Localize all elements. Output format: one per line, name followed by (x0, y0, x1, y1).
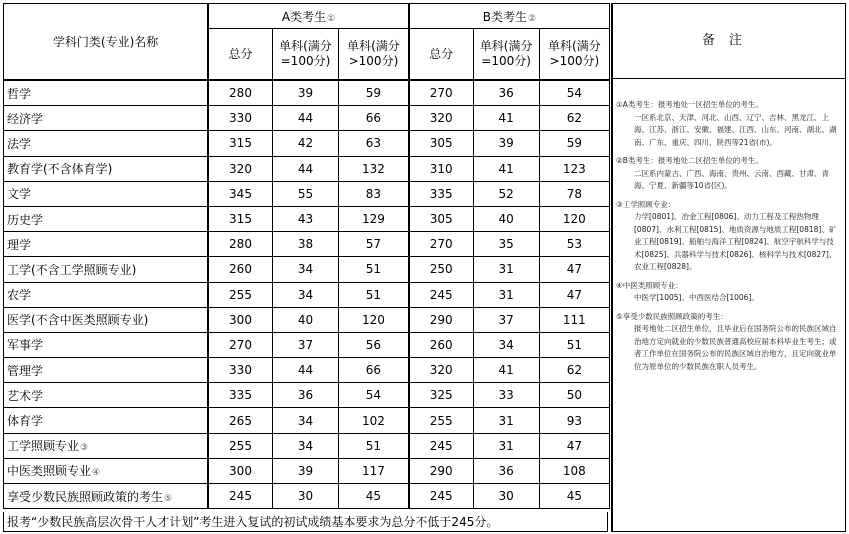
b-single100-cell: 41 (473, 358, 539, 383)
group-b-header: B类考生② (409, 4, 610, 29)
a-total-cell: 345 (208, 181, 272, 206)
a-single-over100-cell: 117 (339, 458, 409, 483)
b-total-cell: 290 (409, 458, 473, 483)
b-total-cell: 250 (409, 257, 473, 282)
table-row (4, 408, 610, 433)
a-single-over100-cell: 57 (339, 232, 409, 257)
a-total-cell: 315 (208, 206, 272, 231)
a-total-cell: 315 (208, 131, 272, 156)
a-single100-cell: 38 (272, 232, 338, 257)
remark-item: ⑤享受少数民族照顾政策的考生： 报考地处二区招生单位，且毕业后在国务院公布的民族区域自治地方定向就业的少数民族普通高校应届本科毕业生考生；或者工作单位在国务院公布的民族区域自治地方，且定向就业单位为原单位的少数民族在职人员考生。 (616, 311, 837, 371)
b-single-over100-cell: 123 (539, 156, 609, 181)
subject-name: 教育学(不含体育学) (4, 156, 209, 181)
remark-item: ②B类考生：报考地处二区招生单位的考生。 二区系内蒙古、广西、海南、贵州、云南、西藏、甘肃、青海、宁夏、新疆等10省(区)。 (616, 156, 829, 190)
b-single100-cell: 35 (473, 232, 539, 257)
a-single-over100-cell: 51 (339, 257, 409, 282)
subject-name: 体育学 (4, 408, 209, 433)
b-single-over100-cell: 59 (539, 131, 609, 156)
a-single-over100-cell: 129 (339, 206, 409, 231)
subject-name: 管理学 (4, 358, 209, 383)
a-single-over100-cell: 66 (339, 358, 409, 383)
group-a-header: A类考生① (208, 4, 409, 29)
table-row (4, 257, 610, 282)
b-single-over100-cell: 111 (539, 307, 609, 332)
a-total-cell: 255 (208, 433, 272, 458)
b-total-cell: 270 (409, 232, 473, 257)
b-single100-cell: 31 (473, 433, 539, 458)
footnote: 报考“少数民族高层次骨干人才计划”考生进入复试的初试成绩基本要求为总分不低于245分。 (3, 512, 608, 532)
a-total-cell: 280 (208, 232, 272, 257)
a-total-cell: 320 (208, 156, 272, 181)
remarks-header: 备注 (613, 4, 845, 79)
subject-name: 工学(不含工学照顾专业) (4, 257, 209, 282)
a-single-over100-header: 单科(满分>100分) (339, 29, 409, 81)
b-single100-cell: 37 (473, 307, 539, 332)
table-row (4, 80, 610, 106)
b-total-cell: 320 (409, 106, 473, 131)
table-row (4, 358, 610, 383)
b-single100-cell: 36 (473, 80, 539, 106)
a-single100-cell: 39 (272, 458, 338, 483)
table-row (4, 156, 610, 181)
a-total-cell: 335 (208, 383, 272, 408)
b-single-over100-cell: 47 (539, 282, 609, 307)
b-single-over100-cell: 47 (539, 257, 609, 282)
subject-name: 法学 (4, 131, 209, 156)
b-single-over100-cell: 53 (539, 232, 609, 257)
subject-name: 中医类照顾专业④ (4, 458, 209, 483)
b-total-cell: 260 (409, 332, 473, 357)
a-total-cell: 245 (208, 484, 272, 509)
a-single100-cell: 34 (272, 408, 338, 433)
a-single-over100-cell: 63 (339, 131, 409, 156)
b-single-over100-cell: 93 (539, 408, 609, 433)
a-single-over100-cell: 102 (339, 408, 409, 433)
subject-name: 艺术学 (4, 383, 209, 408)
subject-name: 农学 (4, 282, 209, 307)
table-row (4, 282, 610, 307)
a-single-over100-cell: 66 (339, 106, 409, 131)
b-single100-cell: 52 (473, 181, 539, 206)
b-single-over100-cell: 120 (539, 206, 609, 231)
table-row (4, 307, 610, 332)
a-single100-cell: 42 (272, 131, 338, 156)
b-single100-cell: 31 (473, 408, 539, 433)
b-total-cell: 305 (409, 206, 473, 231)
b-single-over100-cell: 47 (539, 433, 609, 458)
b-single100-cell: 31 (473, 282, 539, 307)
a-single-over100-cell: 54 (339, 383, 409, 408)
table-row (4, 458, 610, 483)
a-single100-cell: 37 (272, 332, 338, 357)
a-total-cell: 300 (208, 307, 272, 332)
a-total-cell: 270 (208, 332, 272, 357)
b-single-over100-cell: 108 (539, 458, 609, 483)
b-total-cell: 290 (409, 307, 473, 332)
b-single-over100-cell: 62 (539, 358, 609, 383)
a-total-cell: 330 (208, 358, 272, 383)
remarks-panel (611, 3, 846, 532)
remarks-body (613, 79, 845, 373)
a-single-over100-cell: 51 (339, 433, 409, 458)
a-single100-cell: 40 (272, 307, 338, 332)
a-single-over100-cell: 120 (339, 307, 409, 332)
a-single100-cell: 44 (272, 156, 338, 181)
b-total-cell: 270 (409, 80, 473, 106)
table-row (4, 106, 610, 131)
b-single-over100-cell: 54 (539, 80, 609, 106)
a-single100-cell: 43 (272, 206, 338, 231)
b-single100-cell: 40 (473, 206, 539, 231)
b-single100-cell: 41 (473, 106, 539, 131)
b-total-cell: 335 (409, 181, 473, 206)
b-total-header: 总分 (409, 29, 473, 81)
subject-name: 文学 (4, 181, 209, 206)
a-single100-cell: 44 (272, 358, 338, 383)
b-total-cell: 245 (409, 282, 473, 307)
table-row (4, 131, 610, 156)
b-total-cell: 305 (409, 131, 473, 156)
a-single-over100-cell: 51 (339, 282, 409, 307)
a-total-cell: 265 (208, 408, 272, 433)
table-row (4, 433, 610, 458)
b-single100-cell: 41 (473, 156, 539, 181)
remark-item: ③工学照顾专业： 力学[0801]、冶金工程[0806]、动力工程及工程热物理[0807]、水利工程[0815]、地质资源与地质工程[0818]、矿业工程[0819]、船舶与海洋工程[0824]、航空宇航科学与技术[0825]、兵器科学与技术[0826]、核科学与技术[0827]、农业工程[0828]。 (616, 199, 837, 271)
a-single100-cell: 30 (272, 484, 338, 509)
a-single-over100-cell: 56 (339, 332, 409, 357)
b-total-cell: 245 (409, 484, 473, 509)
a-single100-cell: 34 (272, 433, 338, 458)
table-row (4, 484, 610, 509)
a-total-cell: 260 (208, 257, 272, 282)
a-single100-cell: 34 (272, 282, 338, 307)
a-single100-cell: 44 (272, 106, 338, 131)
b-single-over100-cell: 78 (539, 181, 609, 206)
subject-name: 享受少数民族照顾政策的考生⑤ (4, 484, 209, 509)
remark-item: ①A类考生：报考地处一区招生单位的考生。 一区系北京、天津、河北、山西、辽宁、吉林、黑龙江、上海、江苏、浙江、安徽、福建、江西、山东、河南、湖北、湖南、广东、重庆、四川、陕西等21省(市)。 (616, 100, 837, 147)
table-row (4, 232, 610, 257)
a-single100-cell: 34 (272, 257, 338, 282)
a-single100-cell: 36 (272, 383, 338, 408)
table-row (4, 181, 610, 206)
b-single100-cell: 31 (473, 257, 539, 282)
subject-name: 哲学 (4, 80, 209, 106)
subject-header: 学科门类(专业)名称 (4, 4, 209, 81)
b-total-cell: 255 (409, 408, 473, 433)
a-single100-header: 单科(满分=100分) (272, 29, 338, 81)
a-total-header: 总分 (208, 29, 272, 81)
b-single100-cell: 30 (473, 484, 539, 509)
b-single-over100-cell: 50 (539, 383, 609, 408)
b-single-over100-cell: 45 (539, 484, 609, 509)
a-single100-cell: 39 (272, 80, 338, 106)
b-single100-cell: 39 (473, 131, 539, 156)
b-single-over100-header: 单科(满分>100分) (539, 29, 609, 81)
b-single100-cell: 34 (473, 332, 539, 357)
table-row (4, 206, 610, 231)
subject-name: 军事学 (4, 332, 209, 357)
b-single100-cell: 36 (473, 458, 539, 483)
a-total-cell: 300 (208, 458, 272, 483)
subject-name: 工学照顾专业③ (4, 433, 209, 458)
b-total-cell: 310 (409, 156, 473, 181)
a-single-over100-cell: 132 (339, 156, 409, 181)
a-total-cell: 330 (208, 106, 272, 131)
b-single100-header: 单科(满分=100分) (473, 29, 539, 81)
b-single-over100-cell: 51 (539, 332, 609, 357)
b-single-over100-cell: 62 (539, 106, 609, 131)
b-total-cell: 320 (409, 358, 473, 383)
a-total-cell: 280 (208, 80, 272, 106)
a-single100-cell: 55 (272, 181, 338, 206)
table-row (4, 332, 610, 357)
subject-name: 医学(不含中医类照顾专业) (4, 307, 209, 332)
b-single100-cell: 33 (473, 383, 539, 408)
a-single-over100-cell: 59 (339, 80, 409, 106)
remark-item: ④中医类照顾专业： 中医学[1005]、中西医结合[1006]。 (616, 280, 759, 302)
score-table (3, 3, 610, 509)
b-total-cell: 325 (409, 383, 473, 408)
a-single-over100-cell: 45 (339, 484, 409, 509)
subject-name: 经济学 (4, 106, 209, 131)
subject-name: 理学 (4, 232, 209, 257)
a-total-cell: 255 (208, 282, 272, 307)
b-total-cell: 245 (409, 433, 473, 458)
subject-name: 历史学 (4, 206, 209, 231)
table-row (4, 383, 610, 408)
a-single-over100-cell: 83 (339, 181, 409, 206)
